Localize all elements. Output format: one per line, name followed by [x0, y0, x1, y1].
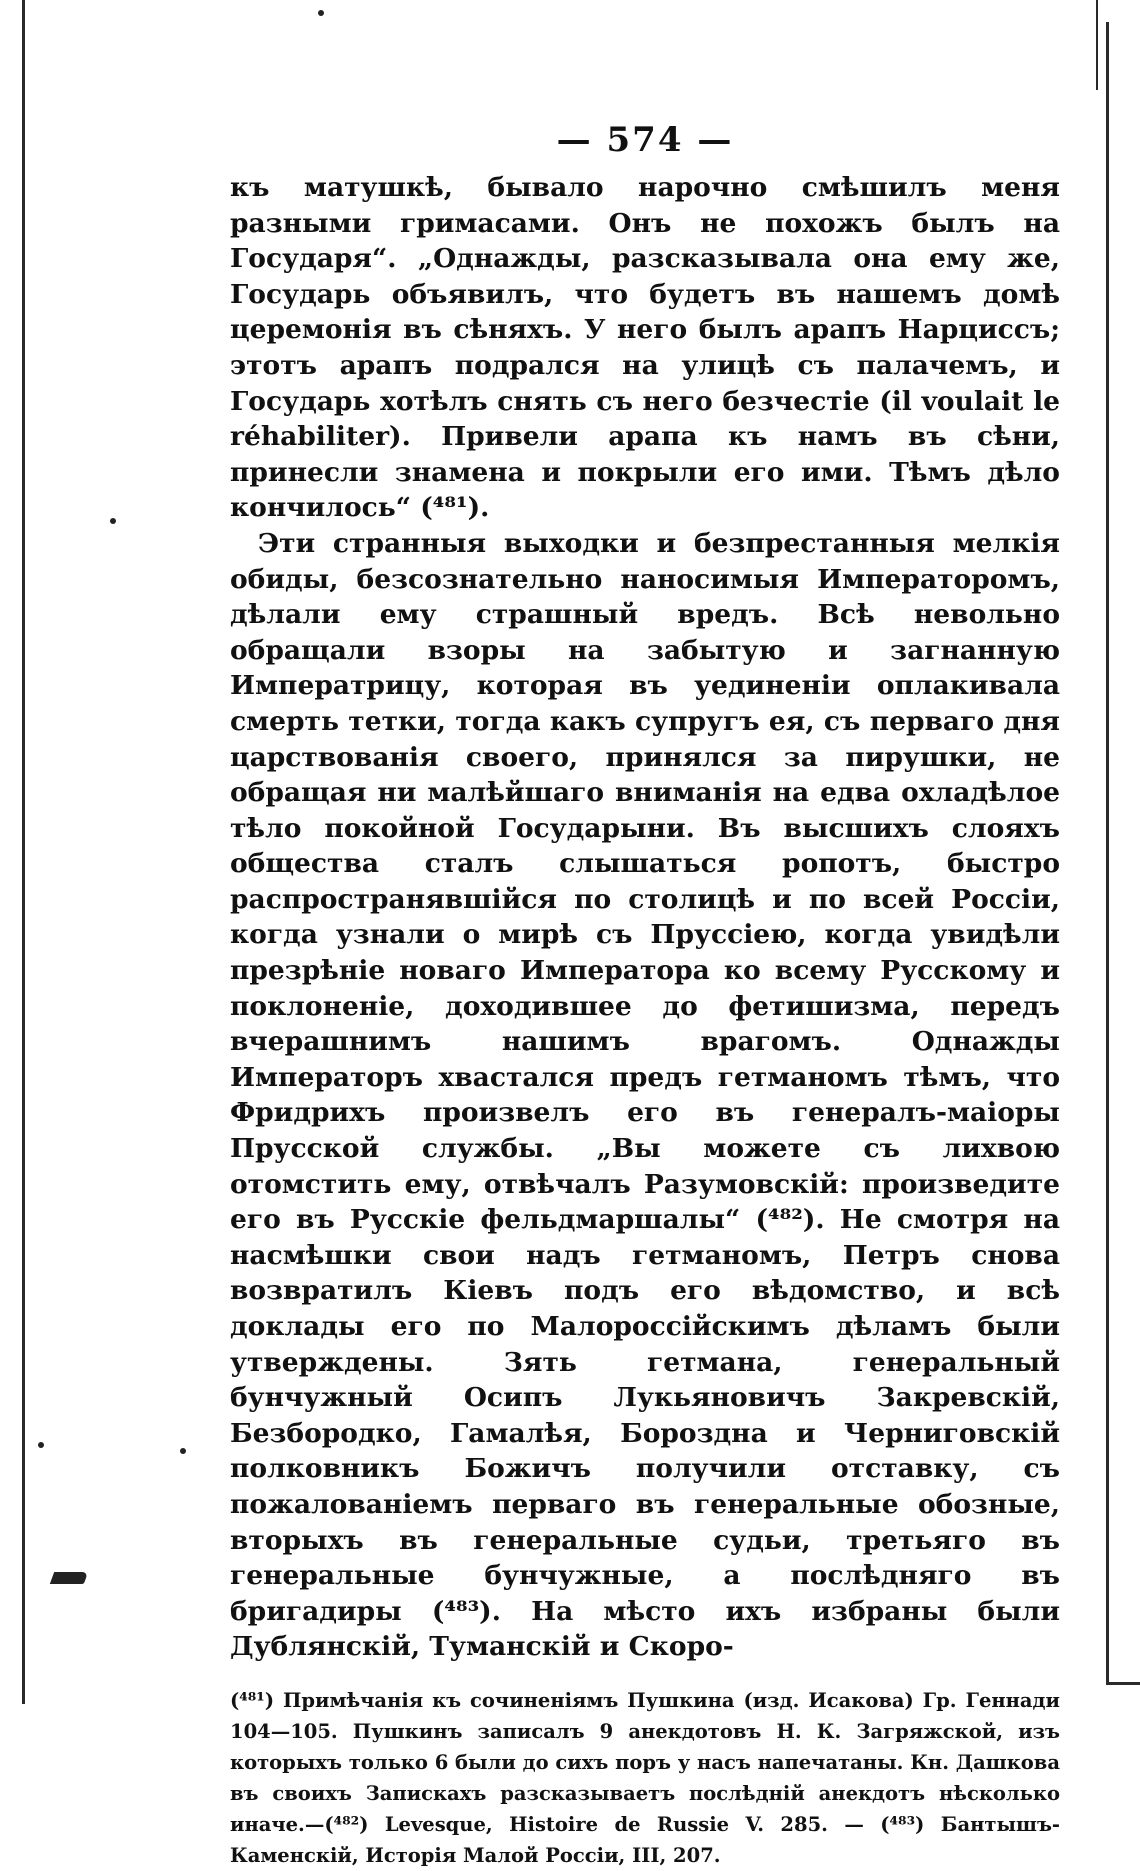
scan-edge-right-top: [1096, 0, 1098, 90]
body-text: [230, 170, 1060, 1665]
book-page: [230, 120, 1060, 1871]
paragraph: Эти странныя выходки и безпрестанныя мелкія обиды, безсознательно наносимыя Императоромъ, дѣлали ему страшный вредъ. Всѣ невольно обращали взоры на забытую и загнанную Императрицу, которая въ уединеніи оплакивала смерть тетки, тогда какъ супругъ ея, съ перваго дня царствованія своего, принялся за пирушки, не обращая ни малѣйшаго вниманія на едва охладѣлое тѣло покойной Государыни. Въ высшихъ слояхъ общества сталъ слышаться ропотъ, быстро распространявшійся по столицѣ и по всей Россіи, когда узнали о мирѣ съ Пруссіею, когда увидѣли презрѣніе новаго Императора ко всему Русскому и поклоненіе, доходившее до фетишизма, передъ вчерашнимъ нашимъ врагомъ. Однажды Императоръ хвастался предъ гетманомъ тѣмъ, что Фридрихъ произвелъ его въ генералъ-маіоры Прусской службы. „Вы можете съ лихвою отомстить ему, отвѣчалъ Разумовскій: произведите его въ Русскіе фельдмаршалы“ (⁴⁸²). Не смотря на насмѣшки свои надъ гетманомъ, Петръ снова возвратилъ Кіевъ подъ его вѣдомство, и всѣ доклады его по Малороссійскимъ дѣламъ были утверждены. Зять гетмана, генеральный бунчужный Осипъ Лукьяновичъ Закревскій, Безбородко, Гамалѣя, Бороздна и Черниговскій полковникъ Божичъ получили отставку, съ пожалованіемъ перваго въ генеральные обозные, вторыхъ въ генеральные судьи, третьяго въ генеральные бунчужные, а послѣдняго въ бригадиры (⁴⁸³). На мѣсто ихъ избраны были Дублянскій, Туманскій и Скоро-: [230, 527, 1060, 1663]
scan-edge-right: [1106, 22, 1109, 1682]
scan-speck: [180, 1448, 186, 1454]
scan-smudge: [50, 1572, 88, 1584]
footnotes: (⁴⁸¹) Примѣчанія къ сочиненіямъ Пушкина (изд. Исакова) Гр. Геннади 104—105. Пушкинъ записалъ 9 анекдотовъ Н. К. Загряжской, изъ которыхъ только 6 были до сихъ поръ у насъ напечатаны. Кн. Дашкова въ своихъ Запискахъ разсказываетъ послѣдній анекдотъ нѣсколько иначе.—(⁴⁸²) Levesque, Histoire de Russie V. 285. — (⁴⁸³) Бантышъ-Каменскій, Исторія Малой Россіи, III, 207.: [230, 1688, 1060, 1867]
paragraph: къ матушкѣ, бывало нарочно смѣшилъ меня разными гримасами. Онъ не похожъ былъ на Государя“. „Однажды, разсказывала она ему же, Государь объявилъ, что будетъ въ нашемъ домѣ церемонія въ сѣняхъ. У него былъ арапъ Нарциссъ; этотъ арапъ подрался на улицѣ съ палачемъ, и Государь хотѣлъ снять съ него безчестіе (il voulait le réhabiliter). Привели арапа къ намъ въ сѣни, принесли знамена и покрыли его ими. Тѣмъ дѣло кончилось“ (⁴⁸¹).: [230, 172, 1060, 524]
scan-edge-left: [22, 0, 25, 1704]
scan-speck: [38, 1442, 44, 1448]
scan-edge-right-bottom: [1106, 1682, 1140, 1685]
page-number: — 574 —: [556, 120, 734, 160]
scan-speck: [318, 10, 324, 16]
scan-speck: [110, 518, 116, 524]
